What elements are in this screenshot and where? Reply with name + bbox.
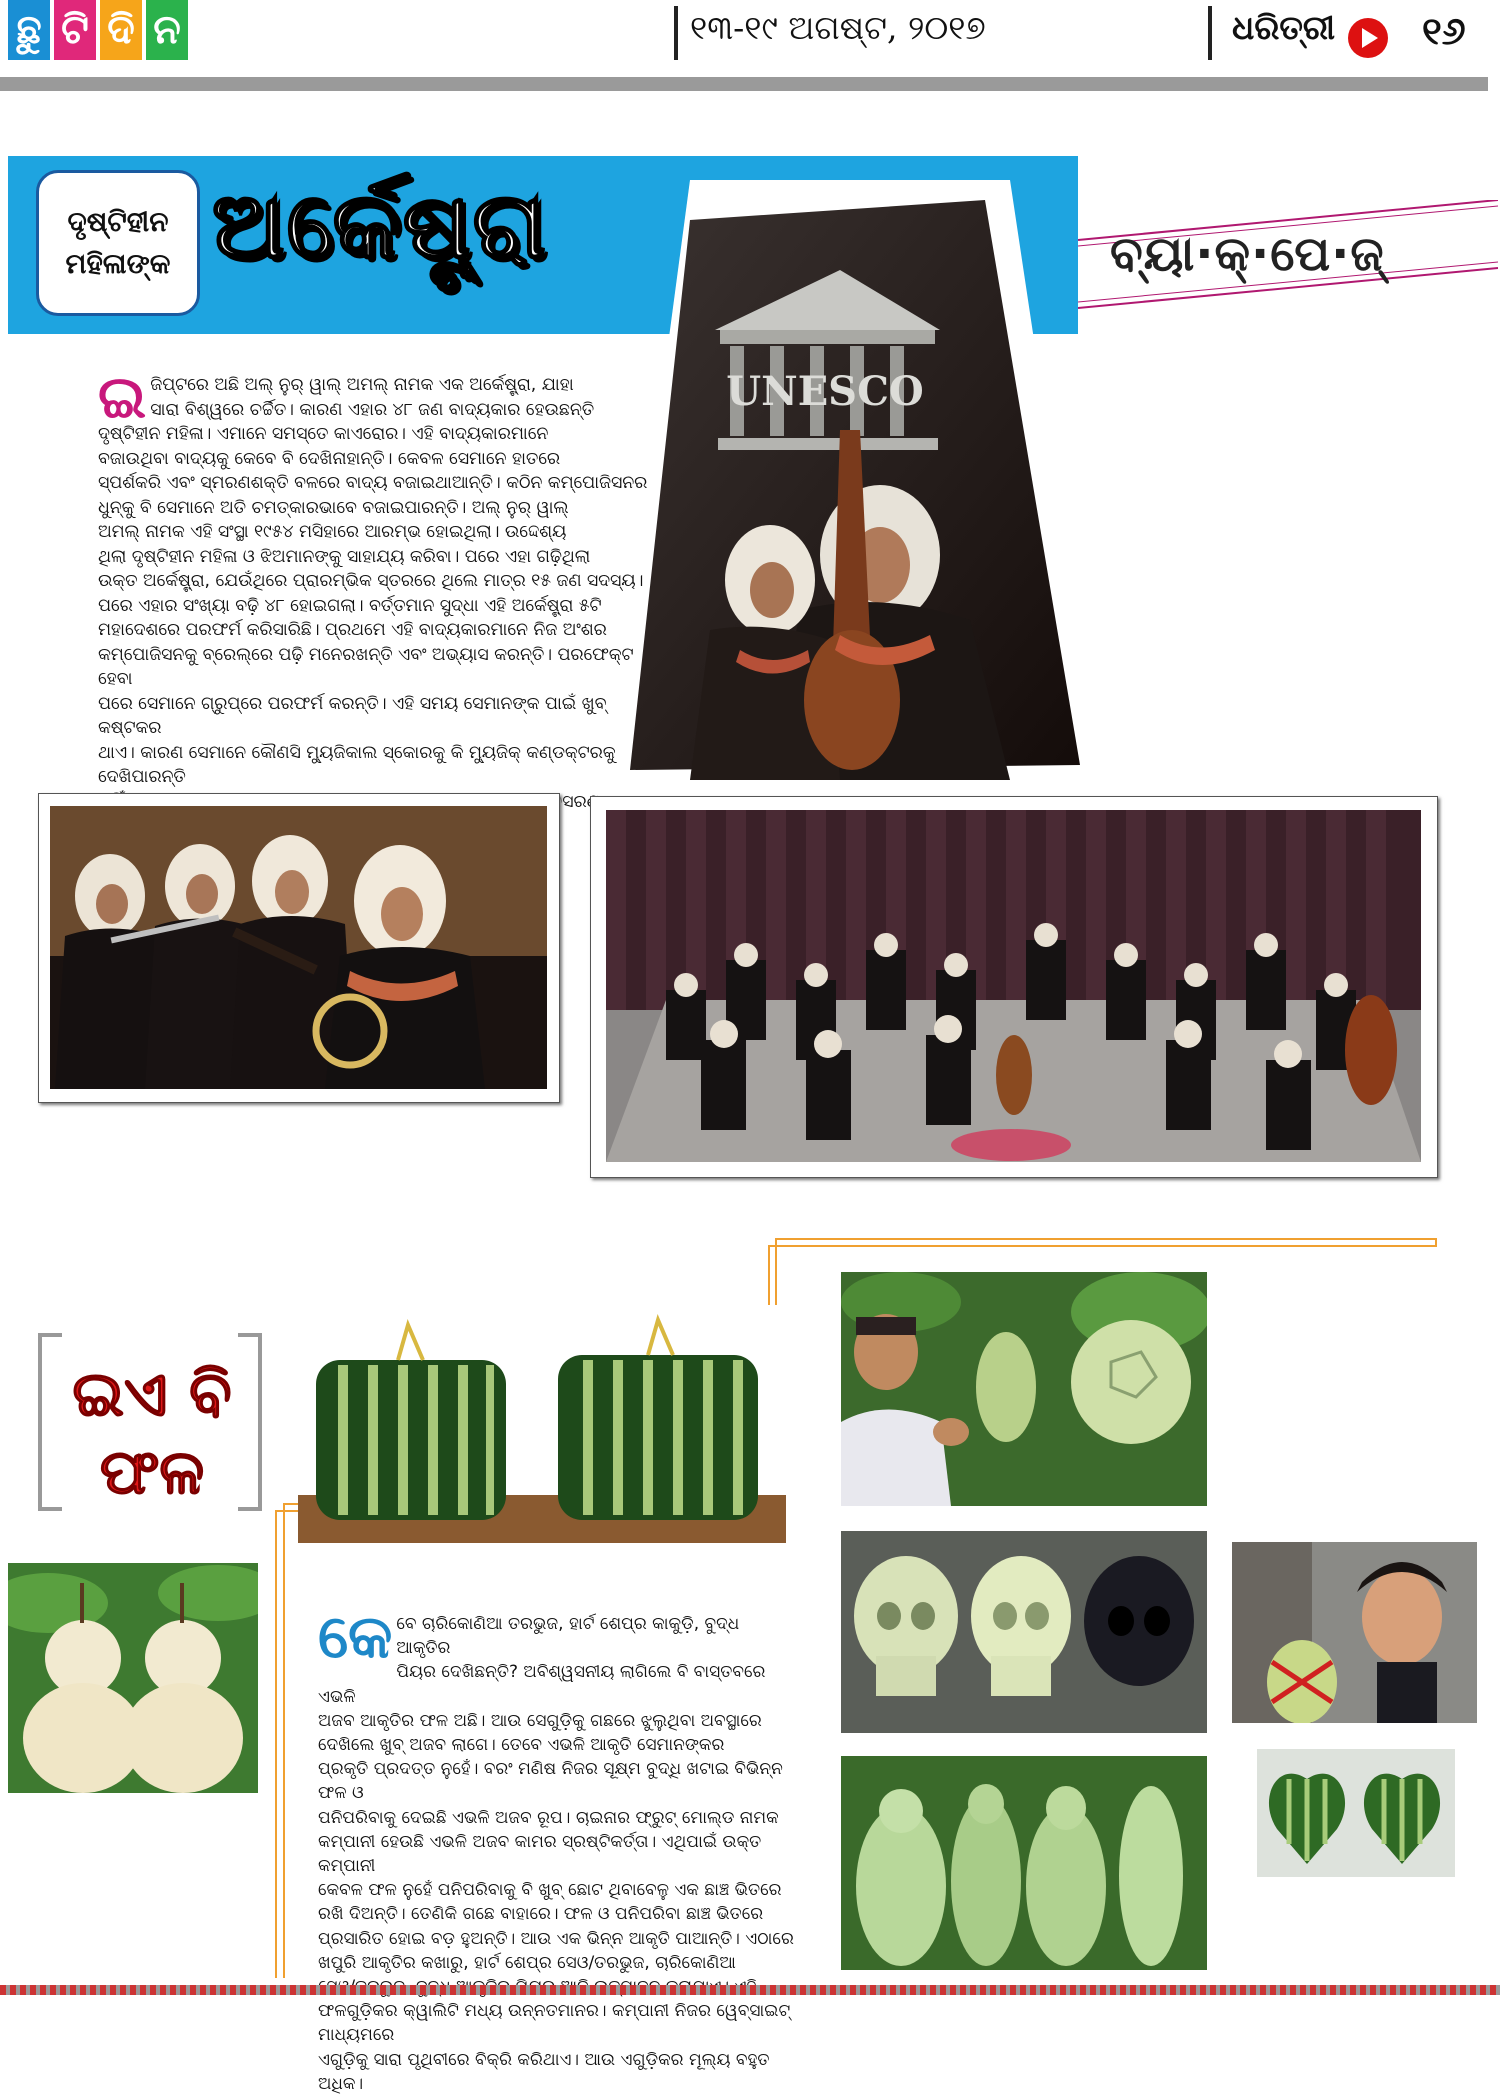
frame-line (1435, 1238, 1437, 1247)
article-line: କେବଳ ଫଳ ନୁହେଁ ପନିପରିବାକୁ ବି ଖୁବ୍ ଛୋଟ ଥିବାବେଳୁ ଏକ ଛାଞ୍ଚ ଭିତରେ (318, 1880, 782, 1901)
fruit-article (318, 1602, 798, 2096)
figurine-gourd-photo (841, 1756, 1207, 1970)
article-line: ଅଜବ ଆକୃତିର ଫଳ ଅଛି। ଆଉ ସେଗୁଡ଼ିକୁ ଗଛରେ ଝୁଲୁଥିବା ଅବସ୍ଥାରେ (318, 1710, 762, 1731)
article-line: କମ୍ପାନୀ ହେଉଛି ଏଭଳି ଅଜବ କାମର ସ୍ରଷ୍ଟିକର୍ତ୍ତା। ଏଥିପାଇଁ ଉକ୍ତ କମ୍ପାନୀ (318, 1831, 762, 1877)
wind-section-photo (50, 806, 547, 1089)
frame-line (275, 1510, 277, 1978)
article-line: ଧୁନ୍‌କୁ ବି ସେମାନେ ଅତି ଚମତ୍କାରଭାବେ ବଜାଇପାରନ୍ତି। ଅଲ୍ ନୁର୍ ୱାଲ୍ (98, 497, 569, 518)
article-line: ଖପୁରି ଆକୃତିର କଖାରୁ, ହାର୍ଟ ଶେପ୍‌ର ସେଓ/ତରଭୁଜ, ଚାରିକୋଣିଆ (318, 1952, 736, 1973)
bottom-strip (0, 1985, 1500, 1995)
orchestra-article (98, 363, 658, 839)
article-line: ଜିପ୍ଟରେ ଅଛି ଅଲ୍ ନୁର୍ ୱାଲ୍ ଅମଲ୍ ନାମକ ଏକ ଅର୍କେଷ୍ଟ୍ରା, ଯାହା (150, 375, 574, 395)
young-man-gourd-photo (1232, 1542, 1477, 1723)
newspaper-brand: ଧରିତ୍ରୀ (1232, 8, 1336, 47)
article-line: ସ୍ପର୍ଶକରି ଏବଂ ସ୍ମରଣଶକ୍ତି ବଳରେ ବାଦ୍ୟ ବଜାଇଥାଆନ୍ତି। କଠିନ କମ୍ପୋଜିସନର (98, 473, 648, 493)
page-number: ୧୬ (1422, 8, 1466, 53)
kicker-line-1: ଦୃଷ୍ଟିହୀନ (67, 205, 169, 238)
logo-letter-4: ନ (146, 0, 188, 60)
logo-letter-1: ଛୁ (8, 0, 50, 60)
full-orchestra-photo (606, 810, 1421, 1162)
article-line: ଦୃଷ୍ଟିହୀନ ମହିଳା। ଏମାନେ ସମସ୍ତେ କାଏରୋର। ଏହି ବାଦ୍ୟକାରମାନେ (98, 424, 549, 444)
article-line: ରଖି ଦିଅନ୍ତି। ତେଣିକି ଗଛେ ବାହାରେ। ଫଳ ଓ ପନିପରିବା ଛାଞ୍ଚ ଭିତରେ (318, 1904, 764, 1925)
skull-fruit-photo (841, 1531, 1207, 1733)
date-divider (674, 6, 678, 60)
play-icon (1348, 18, 1388, 58)
article-line: ଥାଏ। କାରଣ ସେମାନେ କୌଣସି ମ୍ୟୁଜିକାଲ ସ୍କୋରକୁ କି ମ୍ୟୁଜିକ୍ କଣ୍ଡକ୍ଟରକୁ ଦେଖିପାରନ୍ତି (98, 742, 616, 787)
article-line: ସାରା ବିଶ୍ୱରେ ଚର୍ଚ୍ଚିତ। କାରଣ ଏହାର ୪୮ ଜଣ ବାଦ୍ୟକାର ହେଉଛନ୍ତି (150, 399, 595, 420)
article-line: ଅମଲ୍ ନାମକ ଏହି ସଂସ୍ଥା ୧୯୫୪ ମସିହାରେ ଆରମ୍ଭ ହୋଇଥିଲା। ଉଦ୍ଦେଶ୍ୟ (98, 522, 567, 542)
kicker-line-2: ମହିଳାଙ୍କ (65, 247, 171, 280)
frame-line (768, 1245, 1435, 1247)
headline-title: ଅର୍କେଷ୍ଟ୍ରା (212, 172, 548, 279)
article-line: ଏଗୁଡ଼ିକୁ ସାରା ପୃଥିବୀରେ ବିକ୍ରି କରିଥାଏ। ଆଉ ଏଗୁଡ଼ିକର ମୂଲ୍ୟ ବହୁତ ଅଧିକ। (318, 2049, 770, 2094)
issue-date: ୧୩-୧୯ ଅଗଷ୍ଟ, ୨୦୧୭ (690, 8, 986, 47)
logo-letter-3: ଦି (100, 0, 142, 60)
article-line: ଉକ୍ତ ଅର୍କେଷ୍ଟ୍ରା, ଯେଉଁଥିରେ ପ୍ରାରମ୍ଭିକ ସ୍ତରରେ ଥିଲେ ମାତ୍ର ୧୫ ଜଣ ସଦସ୍ୟ। (98, 571, 644, 591)
fruit-title-line-2: ଫଳ (99, 1435, 205, 1508)
heart-watermelon-photo (1257, 1749, 1455, 1877)
article-line: ବେ ଚାରିକୋଣିଆ ତରଭୁଜ, ହାର୍ଟ ଶେପ୍‌ର କାକୁଡ଼ି, ବୁଦ୍ଧ ଆକୃତିର (396, 1614, 740, 1659)
section-label: ବ୍ୟା·କ୍·ପେ·ଜ୍ (1110, 226, 1385, 282)
frame-line (283, 1503, 285, 1978)
fruit-article-dropcap: କେ (318, 1602, 393, 1672)
brand-divider (1208, 6, 1212, 60)
fruit-title-line-1: ଇଏ ବି (72, 1357, 232, 1430)
unesco-logo-text: UNESCO (726, 368, 924, 415)
fruit-section-title (52, 1355, 252, 1511)
article-line: ଅନୁସରଣ (536, 791, 600, 812)
article-line: ପରେ ସେମାନେ ଗ୍ରୁପ୍‌ରେ ପରଫର୍ମ କରନ୍ତି। ଏହି ସମୟ ସେମାନଙ୍କ ପାଇଁ ଖୁବ୍ କଷ୍ଟକର (98, 693, 607, 738)
masthead-rule (0, 77, 1488, 91)
farmer-gourd-photo (841, 1272, 1207, 1506)
article-line: ପ୍ରକୃତି ପ୍ରଦତ୍ତ ନୁହେଁ। ବରଂ ମଣିଷ ନିଜର ସୂକ୍ଷ୍ମ ବୁଦ୍ଧି ଖଟାଇ ବିଭିନ୍ନ ଫଳ ଓ (318, 1759, 783, 1804)
article-line: ବଜାଉଥିବା ବାଦ୍ୟକୁ କେବେ ବି ଦେଖିନାହାନ୍ତି। କେବଳ ସେମାନେ ହାତରେ (98, 448, 560, 469)
article-line: ଥିଲା ଦୃଷ୍ଟିହୀନ ମହିଳା ଓ ଝିଅମାନଙ୍କୁ ସାହାଯ୍ୟ କରିବା। ପରେ ଏହା ଗଢ଼ିଥିଲା (98, 546, 591, 567)
square-watermelon-photo (298, 1305, 786, 1543)
article-line: ଦେଖିଲେ ଖୁବ୍ ଅଜବ ଲାଗେ। ତେବେ ଏଭଳି ଆକୃତି ସେମାନଙ୍କର (318, 1735, 725, 1756)
article-dropcap: ଇ (98, 363, 147, 431)
article-line: ପନିପରିବାକୁ ଦେଇଛି ଏଭଳି ଅଜବ ରୂପ। ଚାଇନାର ଫ୍ରୁଟ୍ ମୋଲ୍ଡ ନାମକ (318, 1807, 779, 1828)
article-line: ପିୟର ଦେଖିଛନ୍ତି? ଅବିଶ୍ୱସନୀୟ ଲାଗିଲେ ବି ବାସ୍ତବରେ ଏଭଳି (318, 1662, 766, 1707)
article-line: ମହାଦେଶରେ ପରଫର୍ମ କରିସାରିଛି। ପ୍ରଥମେ ଏହି ବାଦ୍ୟକାରମାନେ ନିଜ ଅଂଶର (98, 620, 607, 640)
buddha-pear-photo (8, 1563, 258, 1793)
article-line: ଫଳଗୁଡ଼ିକର କ୍ୱାଲିଟି ମଧ୍ୟ ଉନ୍ନତମାନର। କମ୍ପାନୀ ନିଜର ୱେବ୍‌ସାଇଟ୍ ମାଧ୍ୟମରେ (318, 2001, 791, 2046)
logo-letter-2: ଟି (54, 0, 96, 60)
headline-kicker (36, 170, 200, 316)
article-line: କମ୍ପୋଜିସନକୁ ବ୍ରେଲ୍‌ରେ ପଢ଼ି ମନେରଖନ୍ତି ଏବଂ ଅଭ୍ୟାସ କରନ୍ତି। ପରଫେକ୍ଟ ହେବା (98, 644, 634, 689)
article-line: ପ୍ରସାରିତ ହୋଇ ବଡ଼ ହୁଅନ୍ତି। ଆଉ ଏକ ଭିନ୍ନ ଆକୃତି ପାଆନ୍ତି। ଏଠାରେ (318, 1928, 794, 1949)
article-line: ପରେ ଏହାର ସଂଖ୍ୟା ବଢ଼ି ୪୮ ହୋଇଗଲା। ବର୍ତ୍ତମାନ ସୁଦ୍ଧା ଏହି ଅର୍କେଷ୍ଟ୍ରା ୫ଟି (98, 595, 602, 616)
frame-line (775, 1238, 1435, 1240)
